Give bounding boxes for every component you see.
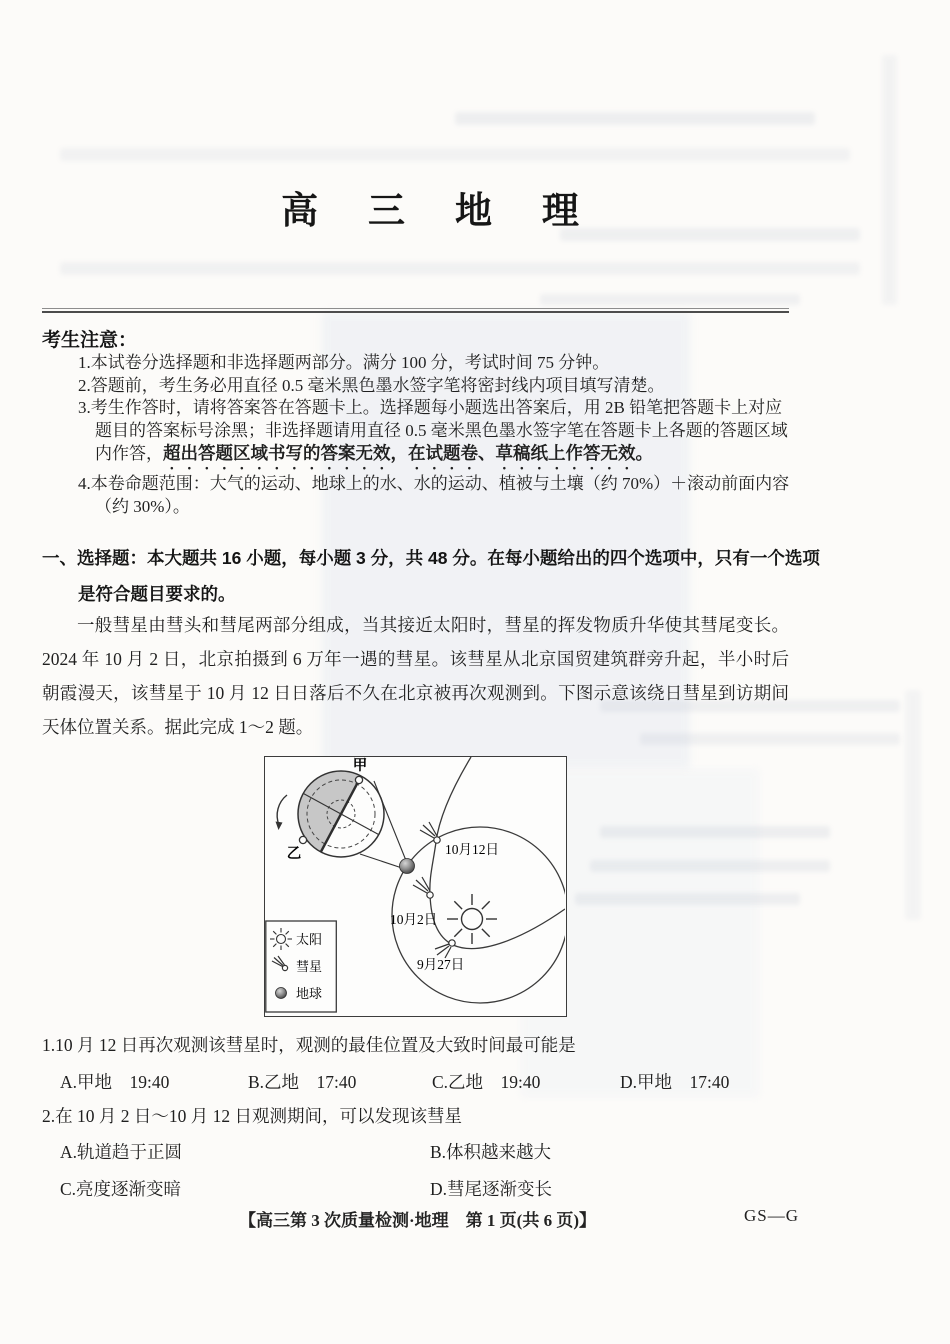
bleed-through-text — [455, 112, 815, 125]
footer-title: 【高三第 3 次质量检测·地理 第 1 页(共 6 页)】 — [239, 1211, 596, 1230]
bleed-through-text — [575, 893, 800, 905]
page-title: 高 三 地 理 — [281, 191, 600, 232]
bleed-through-text — [905, 690, 921, 920]
callout-line — [374, 781, 407, 863]
legend-sun-label: 太阳 — [296, 932, 323, 947]
option-1-d: D.甲地 17:40 — [620, 1072, 730, 1092]
question-2-options-row1 — [42, 1139, 822, 1163]
bleed-through-text — [60, 148, 850, 161]
notice-heading: 考生注意： — [42, 330, 138, 351]
question-2-stem: 2.在 10 月 2 日～10 月 12 日观测期间，可以发现该彗星 — [42, 1106, 462, 1126]
label-jia: 甲 — [352, 758, 368, 774]
sun-icon — [447, 894, 497, 944]
comet-orbit-svg — [265, 757, 565, 1015]
passage-comet: 一般彗星由彗头和彗尾两部分组成，当其接近太阳时，彗星的挥发物质升华使其彗尾变长。2024 年 10 月 2 日，北京拍摄到 6 万年一遇的彗星。该彗星从北京国贸建筑群旁升起，半小时后朝霞漫天，该彗星于 10 月 12 日日落后不久在北京被再次观测到。下图示意该绕日彗星到访期间天体位置关系。据此完成 1～2 题。 — [42, 615, 789, 737]
point-jia-dot — [355, 776, 362, 783]
notice-item-4: 4.本卷命题范围：大气的运动、地球上的水、水的运动、植被与土壤（约 70%）＋滚动前面内容（约 30%）。 — [78, 474, 790, 516]
legend-sun-icon — [270, 928, 292, 950]
footer-code: GS—G — [744, 1206, 800, 1225]
option-1-a: A.甲地 19:40 — [60, 1072, 170, 1092]
option-1-c: C.乙地 19:40 — [432, 1072, 541, 1092]
notice-item-2: 2.答题前，考生务必用直径 0.5 毫米黑色墨水签字笔将密封线内项目填写清楚。 — [78, 375, 665, 395]
date-label-sep27: 9月27日 — [417, 957, 465, 972]
notice-item-3-text: 3.考生作答时，请将答案答在答题卡上。选择题每小题选出答案后，用 2B 铅笔把答题卡上对应题目的答案标号涂黑；非选择题请用直径 0.5 毫米黑色墨水签字笔在答题卡上各题的答题区域内作答， — [78, 398, 788, 464]
bleed-through-text — [540, 294, 800, 305]
option-2-b: B.体积越来越大 — [430, 1142, 552, 1162]
bleed-through-text — [882, 55, 897, 305]
option-2-a: A.轨道趋于正圆 — [60, 1142, 183, 1162]
callout-line — [360, 854, 405, 869]
bleed-through-text — [590, 860, 830, 872]
question-1-stem: 1.10 月 12 日再次观测该彗星时，观测的最佳位置及大致时间最可能是 — [42, 1035, 576, 1055]
point-yi-dot — [299, 836, 306, 843]
option-1-b: B.乙地 17:40 — [248, 1072, 357, 1092]
earth-dot — [400, 859, 415, 874]
option-2-d: D.彗尾逐渐变长 — [430, 1179, 553, 1199]
notice-item-1: 1.本试卷分选择题和非选择题两部分。满分 100 分，考试时间 75 分钟。 — [78, 353, 610, 372]
notice-item-3 — [78, 397, 790, 473]
legend-comet-label: 彗星 — [296, 959, 323, 974]
bleed-through-text — [600, 826, 830, 838]
date-label-oct12: 10月12日 — [445, 842, 499, 857]
notice-emphasis: 超出答题区域书写的答案无效，在试题卷、草稿纸上作答无效。 — [163, 443, 653, 464]
section-1-header: 一、选择题：本大题共 16 小题，每小题 3 分，共 48 分。在每小题给出的四个选项中，只有一个选项是符合题目要求的。 — [42, 548, 820, 604]
inset-earth-globe — [298, 771, 384, 857]
legend-earth-label: 地球 — [296, 986, 323, 1001]
rotation-arrow-icon — [276, 795, 288, 830]
label-yi: 乙 — [286, 846, 302, 862]
legend-earth-icon — [276, 988, 287, 999]
question-2-options-row2 — [42, 1176, 822, 1200]
date-label-oct2: 10月2日 — [390, 912, 438, 927]
comet-icon-sep27 — [435, 940, 455, 958]
question-1-options — [42, 1069, 822, 1093]
candidate-notice — [42, 352, 790, 519]
figure-comet-orbit — [264, 756, 567, 1017]
legend-box — [266, 921, 337, 1012]
option-2-c: C.亮度逐渐变暗 — [60, 1179, 182, 1199]
title-rule — [42, 308, 789, 313]
bleed-through-text — [60, 262, 860, 275]
